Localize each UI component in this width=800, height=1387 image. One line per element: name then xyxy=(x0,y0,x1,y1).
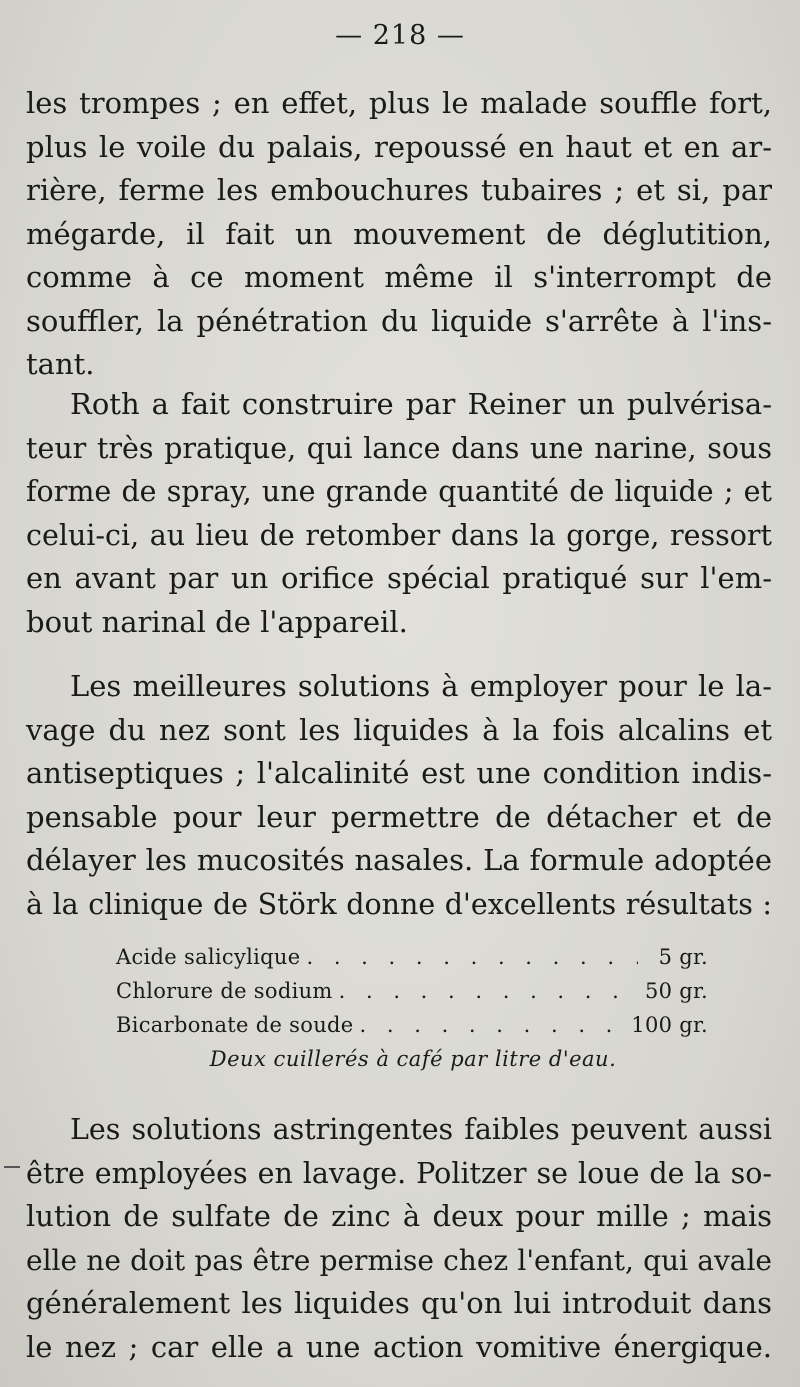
ingredient-name: Chlorure de sodium xyxy=(116,979,333,1003)
text-line: bout narinal de l'appareil. xyxy=(26,604,408,639)
ingredient-quantity: 5 gr. xyxy=(658,945,708,969)
text-line: Les solutions astringentes faibles peuvent aussi xyxy=(70,1113,772,1146)
text-line: celui-ci, au lieu de retomber dans la gorge, ressort xyxy=(26,518,772,552)
ingredient-name: Bicarbonate de soude xyxy=(116,1013,354,1037)
formula-row xyxy=(116,974,708,1008)
margin-mark xyxy=(4,1166,20,1168)
text-line: plus le voile du palais, repoussé en haut et en ar- xyxy=(26,129,772,164)
text-line: forme de spray, une grande quantité de liquide ; et xyxy=(26,475,772,508)
paragraph-3 xyxy=(26,665,772,926)
text-line: mégarde, il fait un mouvement de déglutition, xyxy=(26,216,772,251)
formula-note: Deux cuillerés à café par litre d'eau. xyxy=(209,1047,617,1071)
text-line: rière, ferme les embouchures tubaires ; et si, par xyxy=(26,173,772,207)
paragraph-2 xyxy=(26,383,772,644)
text-line: teur très pratique, qui lance dans une narine, sous xyxy=(26,431,772,465)
ingredient-quantity: 50 gr. xyxy=(644,979,708,1003)
formula-row xyxy=(116,940,708,974)
text-line: généralement les liquides qu'on lui introduit dans xyxy=(26,1286,772,1320)
formula-row xyxy=(116,1008,708,1042)
formula-table xyxy=(116,940,708,1042)
text-line: être employées en lavage. Politzer se loue de la so- xyxy=(26,1156,772,1190)
ingredient-quantity: 100 gr. xyxy=(631,1013,708,1037)
ingredient-name: Acide salicylique xyxy=(116,945,301,969)
text-line: antiseptiques ; l'alcalinité est une condition indis- xyxy=(26,756,772,790)
text-line: lution de sulfate de zinc à deux pour mille ; mais xyxy=(26,1199,772,1233)
text-line: les trompes ; en effet, plus le malade souffle fort, xyxy=(26,86,772,120)
dot-leader xyxy=(300,940,638,974)
text-line: tant. xyxy=(26,347,95,381)
text-line: souffler, la pénétration du liquide s'arrête à l'ins- xyxy=(26,303,772,338)
dot-leader xyxy=(354,1008,632,1042)
text-line: comme à ce moment même il s'interrompt de xyxy=(26,260,772,294)
text-line: elle ne doit pas être permise chez l'enfant, qui avale xyxy=(26,1243,772,1277)
text-line: en avant par un orifice spécial pratiqué sur l'em- xyxy=(26,561,772,595)
page-number: — 218 — xyxy=(335,20,465,51)
text-line: à la clinique de Störk donne d'excellents résultats : xyxy=(26,887,772,921)
text-line: délayer les mucosités nasales. La formule adoptée xyxy=(26,843,772,877)
paragraph-4 xyxy=(26,1108,772,1369)
text-line: pensable pour leur permettre de détacher et de xyxy=(26,799,772,834)
text-line: le nez ; car elle a une action vomitive énergique. xyxy=(26,1329,772,1364)
paragraph-1 xyxy=(26,82,772,387)
text-line: Les meilleures solutions à employer pour le la- xyxy=(70,669,772,703)
dot-leader xyxy=(333,974,638,1008)
text-line: Roth a fait construire par Reiner un pulvérisa- xyxy=(70,387,772,421)
text-line: vage du nez sont les liquides à la fois alcalins et xyxy=(26,712,772,747)
